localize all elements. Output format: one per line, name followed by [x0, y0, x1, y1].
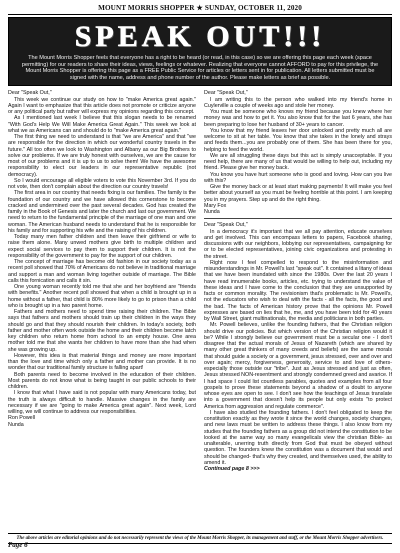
letter-paragraph: I have also studied the founding fathers. I don't feel obligated to keep the constitution exactly as they wrote it since the world changes, society changes, and new laws must be written to address these things. I also know from my studies that the founding fathers as a group did not intend the constitution to be looked at the same way so many evangelicals view the christian Bible- as unalterable, unerring truth directly from God that must be obeyed without question. The founders knew the constitution was a document that would and should be changed- that's why they created, and themselves used, the ability to amend it.	[204, 409, 392, 466]
page-number: Page 6	[8, 541, 28, 549]
letter-anonymous	[204, 222, 392, 472]
letter-paragraph: In a democracy it's important that we all pay attention, educate ourselves and get involved. This can encompass letters to papers, Facebook sharing, discussions with our neighbors, lobbying our representatives, campaigning for or to be elected representatives, joining civic organizations and protesting in the street.	[204, 228, 392, 260]
continued-note: Continued page 8 >>>	[204, 466, 260, 473]
masthead-rule	[8, 14, 392, 15]
banner-intro: The Mount Morris Shopper feels that everyone has a right to be heard (or read, in this case) so we are offering this page each week (space permitting) for our readers to share their ideas, views, feelings or whatever. Realizing that everyone cannot AFFORD to pay for this privilege, the Mount Morris Shopper is offering this page as a FREE Public Service for articles or letters sent in for publication. All letters submitted must be signed with the name, address and phone number of the author. Please make letters as brief as possible.	[21, 55, 379, 81]
letter-salutation: Dear "Speak Out,"	[204, 90, 248, 97]
letter-salutation: Dear "Speak Out,"	[204, 222, 248, 229]
letter-salutation: Dear "Speak Out,"	[8, 90, 52, 97]
letter-paragraph: As I mentioned last week I believe that this slogan needs to be renamed "With God's Help We Will Make America Great Again." This week we look at what we as Americans can and should do to "make America great again."	[8, 115, 196, 134]
left-column	[8, 90, 196, 530]
letter-paragraph: We are all struggling these days but this act is simply unacceptable. If you need help, there are many of us that would be willing to help out, including my friend. Please give her money back.	[204, 152, 392, 172]
letter-paragraph: You know that my friend leaves her door unlocked and pretty much all are welcome to sit at her table. You know that she takes in the lonely and strays and feeds them...you are probably one of them. She has been there for you, helping to feed the world.	[204, 127, 392, 153]
letter-paragraph: You must be someone who knows my friend because you knew where her money was and how to get it. You also know that for the last 6 years, she has been preparing to lose her husband of 30+ years to cancer.	[204, 109, 392, 128]
letter-mary-fox	[204, 90, 392, 215]
letters-columns	[8, 90, 392, 530]
banner-title: SPEAK OUT!!!	[74, 20, 326, 53]
letter-paragraph: One young woman recently told me that she and her boyfriend are "friends with benefits." Another recent poll showed that when a child is brought up in a home without a father, that child is 80% more likely to go to prison than a child who is brought up in a two parent home.	[8, 284, 196, 309]
letter-paragraph: This week we continue our study on how to "make America great again." Again I want to emphasize that this article does not promote or criticize anyone or any political party but rather will express my opinions regarding this concept.	[8, 96, 196, 116]
letter-paragraph: The first thing we need to understand is that "we are America" and that "we are responsible for the direction in which our wonderful country travels in the future." All too often we look to Washington and Albany as our Big Brothers to solve our problems. If we are truly honest with ourselves, we are the cause for most of our problems and it is up to us to solve them! We have the awesome responsibility to elect our leaders in our representative republic (not democracy).	[8, 134, 196, 178]
letter-paragraph: I know that what I have said is not popular with many Americans today, but the truth is always difficult to handle. Massive changes in the family are necessary if we are "going to make America great again". Next week, Lord willing, we will continue to address our responsibilities.	[8, 390, 196, 416]
signature-name: Ron Powell	[8, 415, 36, 422]
letter-paragraph: Both parents need to become involved in the education of their children. Most parents do not know what is being taught in our public schools to their children.	[8, 371, 196, 391]
speak-out-banner	[8, 17, 392, 86]
letter-divider	[204, 218, 392, 219]
letter-paragraph: Mr. Powell believes, unlike the founding fathers, that the Christian religion should drive our policies. But which version of the Christian religion would it be? While I strongly believe our government must be a secular one - I don't disagree that the actual morals of Jesus of Nazareth (which are shared by many other great thinkers of many creeds and beliefs) are the same morals that should guide a society or a government, jesus stressed, over and over and over again; mercy, forgiveness, generosity, service to and love of others- especially those outside our "tribe". Just as Jesus stressed and just as often, Jesus stressed NON-resentment and strongly condemned greed and avarice. If I had space I could list countless parables, quotes and examples from all four gospels to prove these statements beyond a shadow of a doubt to anyone whose eyes are open to see. I don't see how the teachings of Jesus translate into a government that doesn't help its people but only exists "to protect America from aggression and regulate commerce".	[204, 322, 392, 410]
letter-paragraph: I am writing this to the person who walked into my friend's home in Cuylerville a couple of weeks ago and stole her money.	[204, 96, 392, 109]
letter-paragraph: Fathers and mothers need to spend time raising their children. The Bible says that fathers and mothers should train up their children in the ways they should go and that they should nourish their children. In today's society, both father and mother often work outside the home and their children become latch key children who return home from school to an empty house. One area mother told me that she wants her children to have more than she had when she was growing up.	[8, 309, 196, 353]
letter-ron-powell	[8, 90, 196, 428]
letter-paragraph: The first area in our country that needs fixing is our families. The family is the foundation of our country and we have allowed this cornerstone to become cracked and undermined over the past several decades. God has created the family in the Book of Genesis and later the church and last our government. We need to return to the fundamental principle of the marriage of one man and one woman. The American husband needs to understand that he is responsible for his family and for supporting his wife and the raising of his children.	[8, 190, 196, 234]
right-column	[204, 90, 392, 530]
letter-paragraph: So I would encourage all eligible voters to vote this November 3rd. If you do not vote, then don't complain about the direction our country travels!	[8, 177, 196, 191]
signature-place: Nunda	[8, 421, 24, 428]
letter-paragraph: Right now I feel compelled to respond to the misinformation and misunderstandings in Mr. Powell's last "speak out". It contained a litany of ideas that we have been inundated with since the 1980s. Over the last 20 years I have read innumerable books, articles, etc. trying to understand the value of these ideas and I have come to the conclusion that they are unsupported by facts or common morality. The revisionism that's problematic is Mr. Powell's, not the educators who wish to deal with the facts - all the facts, the good and the bad. The facts of American history prove that the opinions Mr. Powell expresses are based on lies that he, me, and you have been told for 40 years by Wall Street, giant multinationals, the media and politicians in both parties.	[204, 259, 392, 323]
signature-name: Mary Fox	[204, 202, 227, 209]
letter-paragraph: However, this idea is that material things and money are more important than the love and time which only a father and mother can provide. It is no wonder that our traditional family structure is falling apart!	[8, 352, 196, 372]
letter-paragraph: The concept of marriage has become old fashion in our society today as a recent poll showed that 70% of Americans do not believe in traditional marriage and support a man and woman living together outside of marriage. The Bible calls this fornication and calls it sin.	[8, 259, 196, 284]
letter-paragraph: Today many men father children and then leave their girlfriend or wife to raise them alone. Many unwed mothers give birth to multiple children and expect social services to pay them to support their children. It is not the responsibility of the government to pay for the support of our children.	[8, 234, 196, 259]
editorial-disclaimer: The above articles are editorial opinions and do not necessarily represent the views of the Mount Morris Shopper, its management and staff, or the Mount Morris Shopper advertisers.	[8, 533, 392, 544]
letter-paragraph: You know you have hurt someone who is good and loving. How can you live with this?	[204, 171, 392, 184]
letter-paragraph: Give the money back or at least start making payments! It will make you feel better about yourself as you must be feeling horrible at this point. I am keeping you in my prayers. Step up and do the right thing.	[204, 184, 392, 203]
masthead: MOUNT MORRIS SHOPPER ★ SUNDAY, OCTOBER 11, 2020	[98, 4, 302, 12]
signature-place: Nunda	[204, 209, 220, 216]
